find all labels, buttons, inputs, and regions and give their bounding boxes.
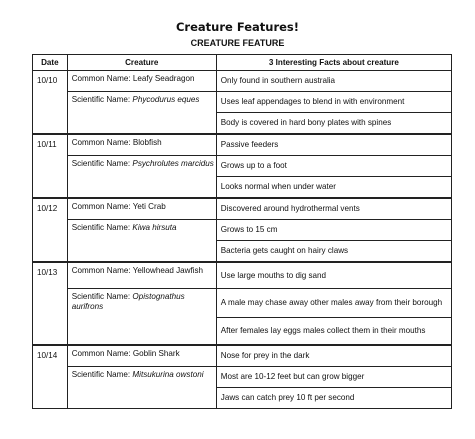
fact-cell: Nose for prey in the dark [216, 345, 451, 367]
scientific-name-value: Phycodurus eques [132, 95, 200, 104]
scientific-name-cell [67, 92, 216, 135]
common-name-value: Leafy Seadragon [132, 74, 195, 83]
scientific-name-value: Psychrolutes marcidus [132, 159, 214, 168]
common-name-label: Common Name: [71, 266, 131, 275]
scientific-name-label: Scientific Name: [71, 159, 131, 168]
header-row [33, 55, 452, 71]
fact-cell: Most are 10-12 feet but can grow bigger [216, 367, 451, 388]
fact-cell: Use large mouths to dig sand [216, 262, 451, 289]
scientific-name-label: Scientific Name: [71, 370, 131, 379]
table-row [33, 345, 452, 367]
common-name-label: Common Name: [71, 202, 131, 211]
table-row [33, 262, 452, 289]
page-title: Creature Features! [175, 20, 300, 34]
date-cell: 10/11 [33, 134, 68, 198]
common-name-label: Common Name: [71, 74, 131, 83]
fact-cell: Jaws can catch prey 10 ft per second [216, 388, 451, 409]
header-date: Date [33, 55, 68, 71]
fact-cell: Bacteria gets caught on hairy claws [216, 241, 451, 263]
fact-cell: Looks normal when under water [216, 177, 451, 199]
fact-cell: After females lay eggs males collect them in their mouths [216, 318, 451, 346]
scientific-name-label: Scientific Name: [71, 95, 131, 104]
common-name-cell [67, 198, 216, 220]
scientific-name-value: Kiwa hirsuta [132, 223, 177, 232]
scientific-name-cell [67, 220, 216, 263]
fact-cell: Only found in southern australia [216, 71, 451, 92]
common-name-cell [67, 345, 216, 367]
fact-cell: Discovered around hydrothermal vents [216, 198, 451, 220]
fact-cell: A male may chase away other males away from their borough [216, 289, 451, 318]
creature-table [32, 54, 452, 409]
scientific-name-value: Mitsukurina owstoni [132, 370, 204, 379]
fact-cell: Passive feeders [216, 134, 451, 156]
date-cell: 10/13 [33, 262, 68, 345]
fact-cell: Body is covered in hard bony plates with spines [216, 113, 451, 135]
table-row [33, 367, 452, 388]
common-name-cell [67, 71, 216, 92]
scientific-name-cell [67, 367, 216, 409]
table-row [33, 134, 452, 156]
scientific-name-value: Opistognathus aurifrons [71, 292, 185, 311]
fact-cell: Uses leaf appendages to blend in with environment [216, 92, 451, 113]
scientific-name-cell [67, 289, 216, 346]
common-name-cell [67, 262, 216, 289]
scientific-name-label: Scientific Name: [71, 223, 131, 232]
table-row [33, 289, 452, 318]
table-row [33, 198, 452, 220]
table-caption: CREATURE FEATURE [190, 38, 285, 48]
common-name-cell [67, 134, 216, 156]
date-cell: 10/12 [33, 198, 68, 262]
date-cell: 10/10 [33, 71, 68, 135]
fact-cell: Grows to 15 cm [216, 220, 451, 241]
common-name-value: Blobfish [132, 138, 162, 147]
common-name-label: Common Name: [71, 138, 131, 147]
header-creature: Creature [67, 55, 216, 71]
common-name-value: Goblin Shark [132, 349, 180, 358]
date-cell: 10/14 [33, 345, 68, 409]
header-facts: 3 Interesting Facts about creature [216, 55, 451, 71]
fact-cell: Grows up to a foot [216, 156, 451, 177]
scientific-name-label: Scientific Name: [71, 292, 131, 301]
scientific-name-cell [67, 156, 216, 199]
table-row [33, 156, 452, 177]
table-row [33, 220, 452, 241]
common-name-value: Yellowhead Jawfish [132, 266, 204, 275]
table-row [33, 71, 452, 92]
common-name-label: Common Name: [71, 349, 131, 358]
table-row [33, 92, 452, 113]
common-name-value: Yeti Crab [132, 202, 166, 211]
